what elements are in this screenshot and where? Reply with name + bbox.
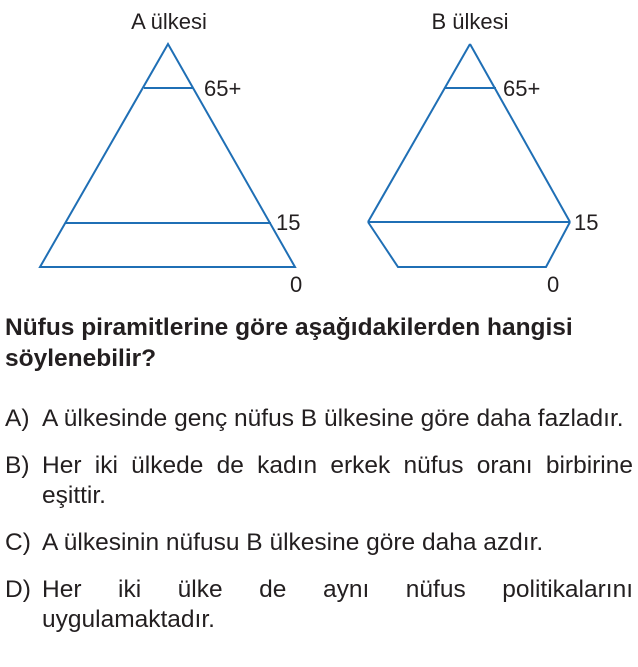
answer-options — [5, 404, 633, 652]
pyramid-a-label-15: 15 — [276, 210, 301, 235]
pyramid-a-title: A ülkesi — [131, 9, 207, 34]
option-b-letter: B) — [5, 452, 30, 479]
pyramid-a — [40, 44, 295, 267]
pyramid-a-label-65: 65+ — [204, 76, 242, 101]
pyramid-b-left-side — [368, 44, 470, 222]
pyramid-b-label-15: 15 — [574, 210, 599, 235]
option-c-letter: C) — [5, 529, 31, 556]
pyramid-b-title: B ülkesi — [431, 9, 509, 34]
question-text: Nüfus piramitlerine göre aşağıdakilerden hangisi söylenebilir? — [5, 314, 573, 372]
option-d[interactable] — [5, 575, 633, 635]
option-a-text: A ülkesinde genç nüfus B ülkesine göre daha fazladır. — [42, 405, 624, 432]
option-d-letter: D) — [5, 576, 31, 603]
pyramid-b-base — [368, 222, 570, 267]
population-pyramids-figure — [0, 0, 638, 300]
option-a-letter: A) — [5, 405, 30, 432]
pyramid-a-label-0: 0 — [290, 272, 303, 297]
pyramid-b-right-side — [470, 44, 570, 222]
option-b-text: Her iki ülkede de kadın erkek nüfus oranı birbirine eşittir. — [42, 452, 633, 509]
option-c-text: A ülkesinin nüfusu B ülkesine göre daha azdır. — [42, 529, 544, 556]
pyramid-a-outline — [40, 44, 295, 267]
option-b[interactable] — [5, 451, 633, 511]
option-a[interactable] — [5, 404, 633, 434]
pyramid-b-label-0: 0 — [547, 272, 560, 297]
option-c[interactable] — [5, 528, 633, 558]
pyramid-b-label-65: 65+ — [503, 76, 541, 101]
option-d-text: Her iki ülke de aynı nüfus politikalarını uygulamaktadır. — [42, 576, 633, 633]
